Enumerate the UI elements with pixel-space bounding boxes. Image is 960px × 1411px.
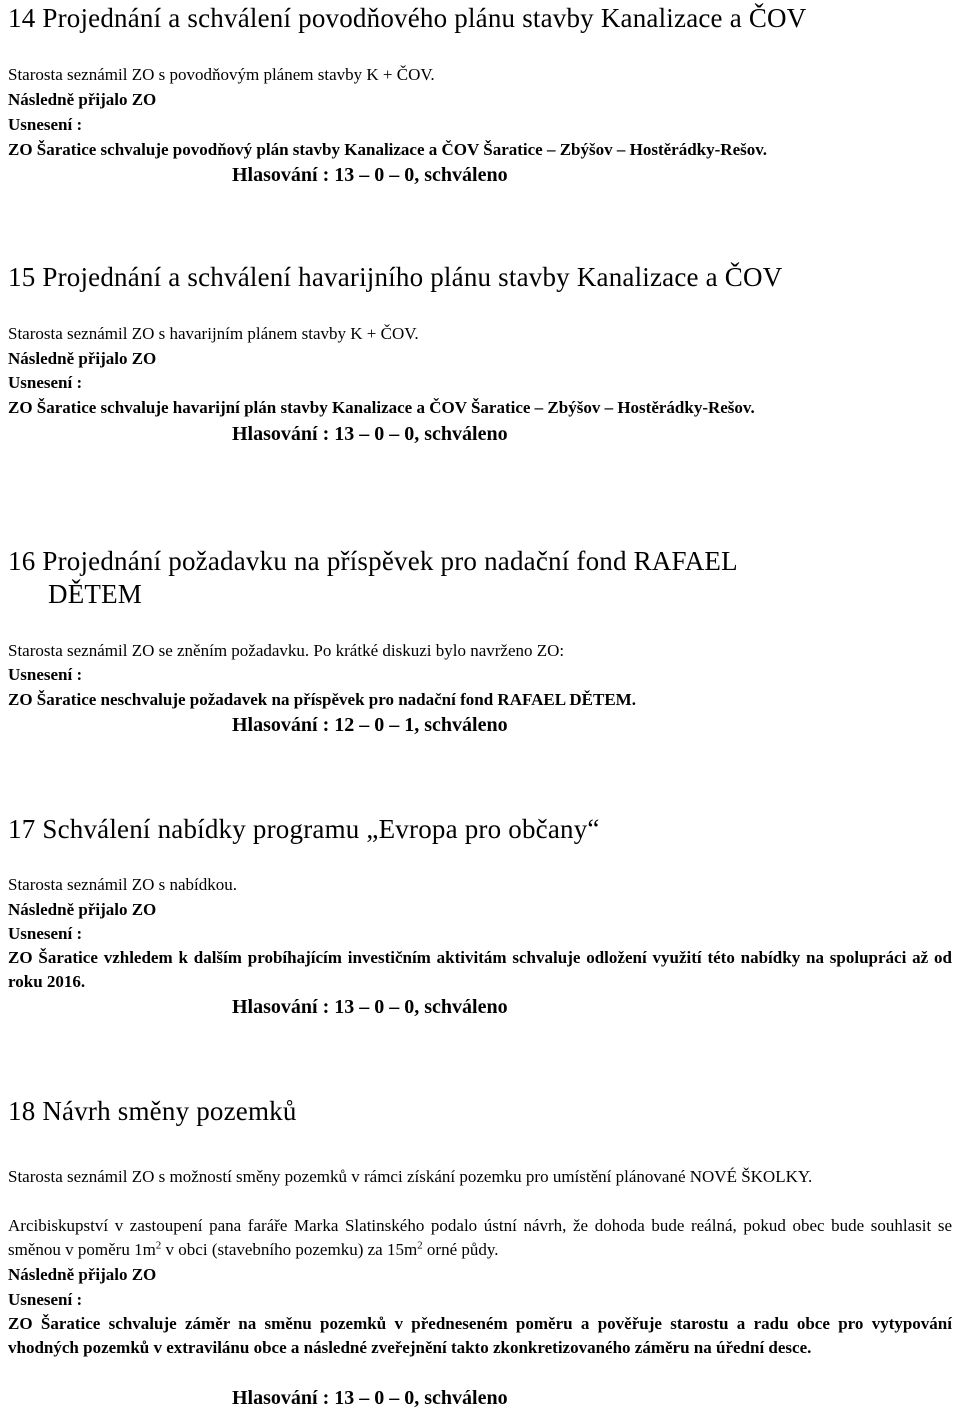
adopted-text: Následně přijalo ZO [8,900,157,919]
vote-result: Hlasování : 12 – 0 – 1, schváleno [232,714,508,736]
resolution-text: ZO Šaratice vzhledem k dalším probíhajícím investičním aktivitám schvaluje odložení využití této nabídky na spolupráci až od roku 2016. [8,948,952,991]
resolution-label: Usnesení : [8,665,83,684]
intro-text: Starosta seznámil ZO s havarijním plánem stavby K + ČOV. [8,324,419,343]
vote-result: Hlasování : 13 – 0 – 0, schváleno [232,164,508,186]
heading-section-18: 18 Návrh směny pozemků [8,1096,297,1126]
intro-text: Starosta seznámil ZO se zněním požadavku. Po krátké diskuzi bylo navrženo ZO: [8,641,565,660]
proposal-part-c: orné půdy. [422,1240,499,1259]
resolution-label: Usnesení : [8,373,83,392]
vote-result: Hlasování : 13 – 0 – 0, schváleno [232,1387,508,1409]
adopted-text: Následně přijalo ZO [8,90,157,109]
exchange-proposal-text [8,1214,952,1262]
heading-section-14: 14 Projednání a schválení povodňového plánu stavby Kanalizace a ČOV [8,3,807,33]
intro-text: Starosta seznámil ZO s nabídkou. [8,875,237,894]
resolution-label: Usnesení : [8,924,83,943]
proposal-part-b: v obci (stavebního pozemku) za 15m [161,1240,418,1259]
proposal-part-a: Arcibiskupství v zastoupení pana faráře Marka Slatinského podalo ústní návrh, že dohoda bude reálná, pokud obec bude souhlasit se směnou v poměru 1m [8,1216,952,1259]
superscript: 2 [417,1239,423,1252]
intro-text: Starosta seznámil ZO s povodňovým plánem stavby K + ČOV. [8,65,435,84]
heading-section-17: 17 Schválení nabídky programu „Evropa pro občany“ [8,814,600,844]
heading-section-16: 16 Projednání požadavku na příspěvek pro nadační fond RAFAEL [8,546,738,576]
adopted-text: Následně přijalo ZO [8,1265,157,1284]
heading-section-16-cont: DĚTEM [48,579,142,609]
resolution-text: ZO Šaratice schvaluje povodňový plán stavby Kanalizace a ČOV Šaratice – Zbýšov – Hostěrádky-Rešov. [8,140,768,159]
vote-result: Hlasování : 13 – 0 – 0, schváleno [232,996,508,1018]
resolution-label: Usnesení : [8,1290,83,1309]
resolution-text: ZO Šaratice neschvaluje požadavek na příspěvek pro nadační fond RAFAEL DĚTEM. [8,690,636,709]
resolution-label: Usnesení : [8,115,83,134]
heading-section-15: 15 Projednání a schválení havarijního plánu stavby Kanalizace a ČOV [8,262,783,292]
vote-result: Hlasování : 13 – 0 – 0, schváleno [232,423,508,445]
superscript: 2 [155,1239,162,1252]
resolution-text: ZO Šaratice schvaluje záměr na směnu pozemků v předneseném poměru a pověřuje starostu a radu obce pro vytypování vhodných pozemků v extravilánu obce a následné zveřejnění takto zkonkretizovaného záměru na úřední desce. [8,1314,952,1357]
intro-text: Starosta seznámil ZO s možností směny pozemků v rámci získání pozemku pro umístění plánované NOVÉ ŠKOLKY. [8,1167,813,1186]
resolution-text: ZO Šaratice schvaluje havarijní plán stavby Kanalizace a ČOV Šaratice – Zbýšov – Hostěrádky-Rešov. [8,398,755,417]
adopted-text: Následně přijalo ZO [8,349,157,368]
